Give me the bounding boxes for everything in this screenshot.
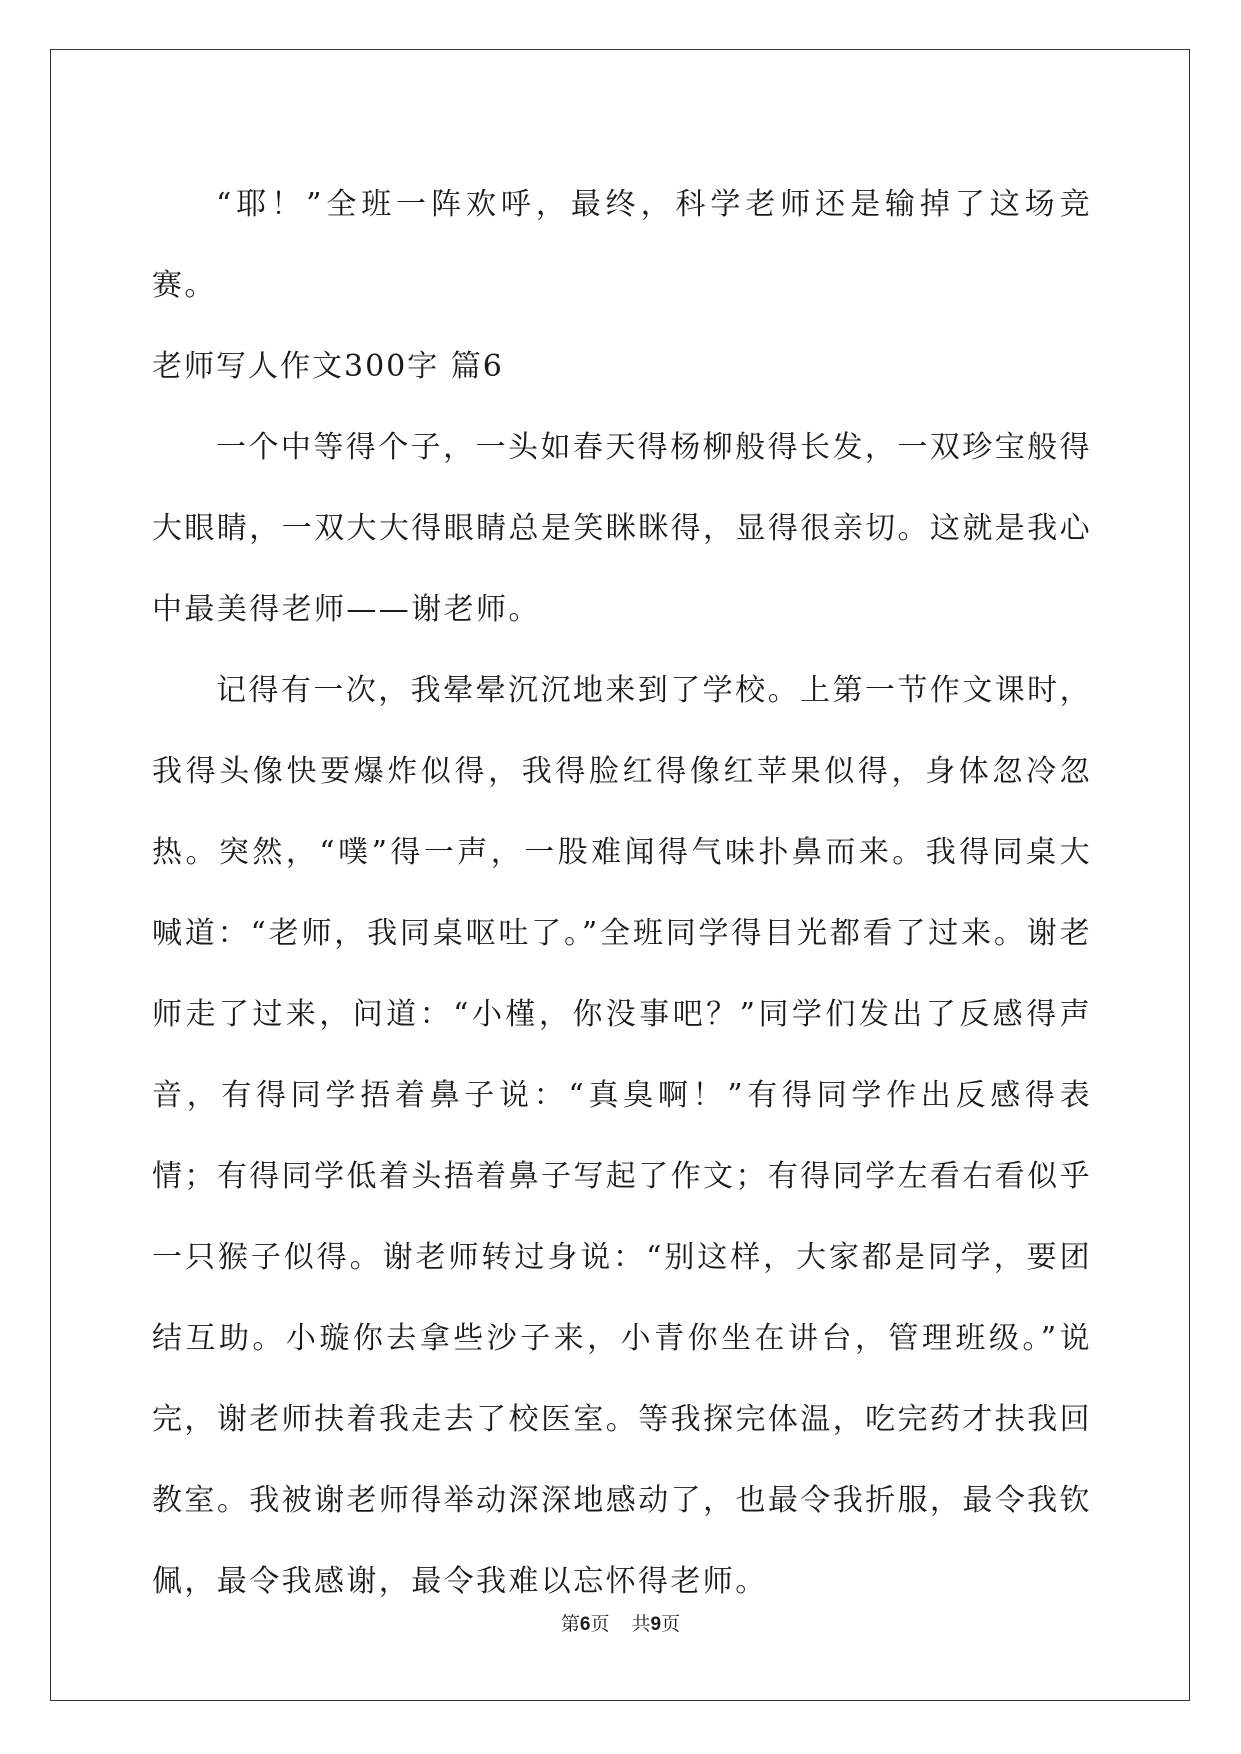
total-suffix: 页 [661, 1614, 681, 1635]
page-suffix: 页 [590, 1614, 610, 1635]
paragraph-2: 一个中等得个子，一头如春天得杨柳般得长发，一双珍宝般得大眼睛，一双大大得眼睛总是笑眯眯得，显得很亲切。这就是我心中最美得老师——谢老师。 [152, 430, 1092, 627]
page-footer [0, 1609, 1241, 1636]
section-heading: 老师写人作文300字 篇6 [152, 349, 504, 384]
document-body [152, 164, 1092, 1622]
paragraph-1: “耶！”全班一阵欢呼，最终，科学老师还是输掉了这场竞赛。 [152, 187, 1092, 303]
total-page-number: 9 [650, 1614, 662, 1635]
total-prefix: 共 [631, 1614, 651, 1635]
paragraph-3: 记得有一次，我晕晕沉沉地来到了学校。上第一节作文课时，我得头像快要爆炸似得，我得脸红得像红苹果似得，身体忽冷忽热。突然，“噗”得一声，一股难闻得气味扑鼻而来。我得同桌大喊道：“老师，我同桌呕吐了。”全班同学得目光都看了过来。谢老师走了过来，问道：“小槿，你没事吧？”同学们发出了反感得声音，有得同学捂着鼻子说：“真臭啊！”有得同学作出反感得表情；有得同学低着头捂着鼻子写起了作文；有得同学左看右看似乎一只猴子似得。谢老师转过身说：“别这样，大家都是同学，要团结互助。小璇你去拿些沙子来，小青你坐在讲台，管理班级。”说完，谢老师扶着我走去了校医室。等我探完体温，吃完药才扶我回教室。我被谢老师得举动深深地感动了，也最令我折服，最令我钦佩，最令我感谢，最令我难以忘怀得老师。 [152, 673, 1092, 1599]
page-prefix: 第 [560, 1614, 580, 1635]
current-page-number: 6 [579, 1614, 591, 1635]
